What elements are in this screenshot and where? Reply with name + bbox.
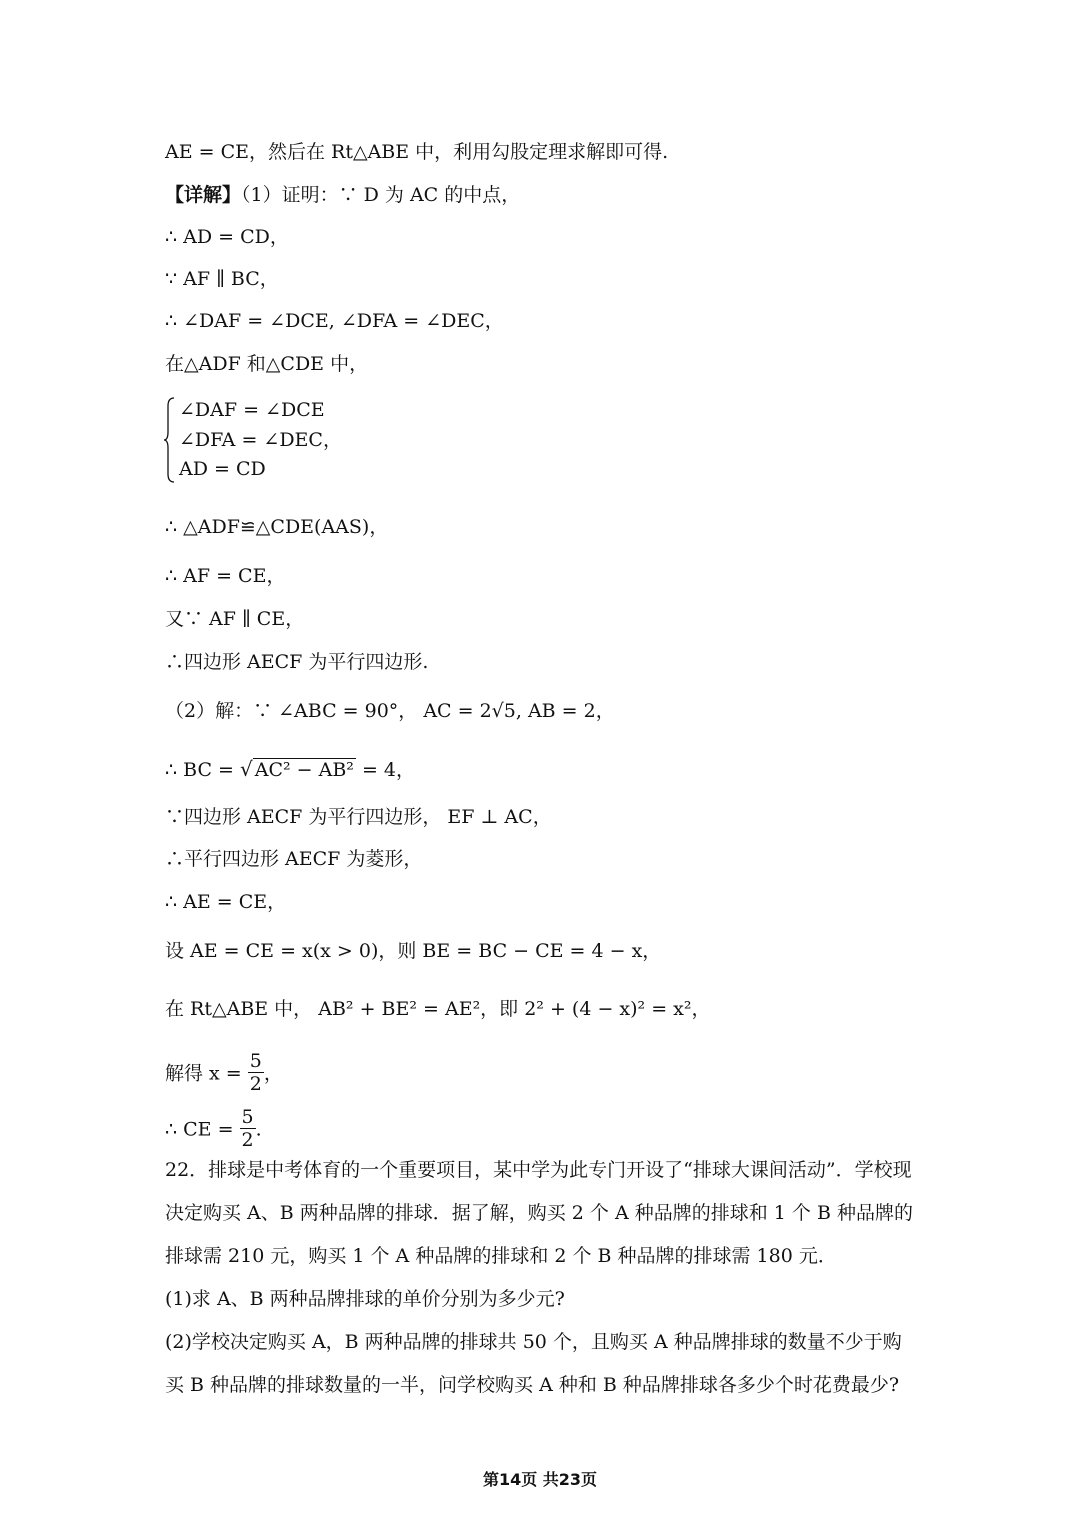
system-eq-2: ∠DFA = ∠DEC， — [179, 429, 342, 451]
solution-line-13: ∵四边形 AECF 为平行四边形， EF ⊥ AC， — [165, 806, 552, 828]
detail-tag: 【详解】 — [165, 184, 242, 206]
fraction-numerator: 5 — [249, 1050, 262, 1072]
solve-prefix: 解得 x = — [165, 1062, 248, 1085]
ce-prefix: ∴ CE = — [165, 1118, 240, 1141]
solution-line-15: ∴ AE = CE， — [165, 891, 287, 913]
solution-line-12: ∴ BC = √ AC² − AB² = 4， — [165, 757, 416, 781]
solution-line-16: 设 AE = CE = x(x > 0)，则 BE = BC − CE = 4 − x， — [165, 940, 662, 962]
solution-line-19 — [165, 1108, 262, 1153]
solution-line-8: ∴ AF = CE， — [165, 565, 286, 587]
question-22-part-1: (1)求 A、B 两种品牌排球的单价分别为多少元? — [165, 1288, 565, 1310]
solution-line-18 — [165, 1052, 283, 1097]
page-footer: 第14页 共23页 — [482, 1470, 598, 1489]
system-eq-3: AD = CD — [179, 458, 266, 480]
ce-suffix: . — [255, 1118, 262, 1141]
solution-line-5: ∴ ∠DAF = ∠DCE, ∠DFA = ∠DEC， — [165, 310, 504, 332]
question-22-part-2: (2)学校决定购买 A，B 两种品牌的排球共 50 个，且购买 A 种品牌排球的数量不少于购买 B 种品牌的排球数量的一半，问学校购买 A 种和 B 种品牌排球各多少个时花费最少? — [165, 1331, 902, 1396]
fraction-denominator: 2 — [241, 1129, 254, 1151]
equation-system — [163, 396, 463, 486]
proof-intro: （1）证明：∵ D 为 AC 的中点， — [241, 184, 521, 206]
fraction-numerator: 5 — [241, 1106, 254, 1128]
left-brace-icon — [163, 396, 175, 484]
solution-line-17: 在 Rt△ABE 中， AB² + BE² = AE²，即 2² + (4 − x)² = x²， — [165, 998, 711, 1020]
solution-line-11: （2）解：∵ ∠ABC = 90°， AC = 2√5, AB = 2， — [165, 700, 615, 722]
bc-prefix: ∴ BC = — [165, 759, 240, 781]
bc-result: = 4， — [355, 759, 416, 781]
fraction-ce — [240, 1106, 256, 1151]
radicand: AC² − AB² — [254, 759, 354, 781]
solution-line-10: ∴四边形 AECF 为平行四边形. — [165, 651, 429, 673]
fraction-denominator: 2 — [249, 1073, 262, 1095]
solution-line-1: AE = CE，然后在 Rt△ABE 中，利用勾股定理求解即可得. — [165, 141, 669, 163]
solution-line-2 — [165, 183, 520, 207]
system-eq-1: ∠DAF = ∠DCE — [179, 399, 325, 421]
solution-line-6: 在△ADF 和△CDE 中， — [165, 353, 369, 375]
solve-suffix: ， — [263, 1062, 283, 1085]
solution-line-9: 又∵ AF ∥ CE， — [165, 608, 305, 630]
fraction-x — [248, 1050, 264, 1095]
solution-line-14: ∴平行四边形 AECF 为菱形， — [165, 848, 423, 870]
question-22-stem: 22．排球是中考体育的一个重要项目，某中学为此专门开设了“排球大课间活动”．学校现决定购买 A、B 两种品牌的排球．据了解，购买 2 个 A 种品牌的排球和 1 个 B 种品牌的排球需 210 元，购买 1 个 A 种品牌的排球和 2 个 B 种品牌的排球需 180 元． — [165, 1159, 913, 1267]
solution-line-3: ∴ AD = CD， — [165, 226, 289, 248]
solution-line-4: ∵ AF ∥ BC， — [165, 268, 279, 290]
solution-line-7: ∴ △ADF≌△CDE(AAS)， — [165, 516, 389, 538]
